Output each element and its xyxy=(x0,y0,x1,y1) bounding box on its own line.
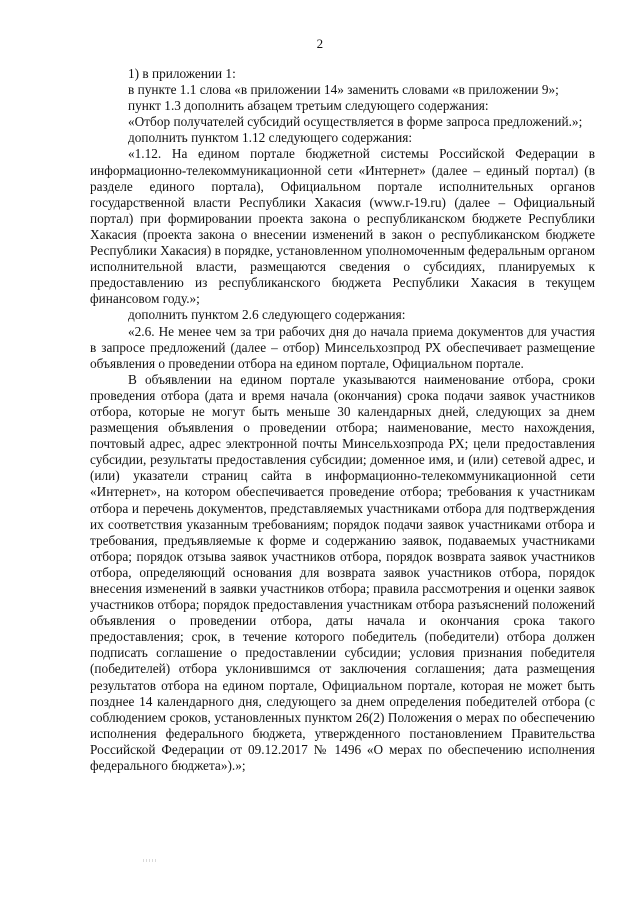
paragraph-appendix-item: 1) в приложении 1: xyxy=(128,66,236,81)
page-number: 2 xyxy=(316,36,324,51)
paragraph-clause-1-12-text: «1.12. На едином портале бюджетной системы Российской Федерации в информационно-телекоммуникационной сети «Интернет» (далее – единый портал) (в разделе единого портала), Официальном портале исполнительных органов государственной власти Республики Хакасия (www.r-19.ru) (далее – Официальный портал) при формировании проекта закона о республиканском бюджете Республики Хакасия (проекта закона о внесении изменений в закон о республиканском бюджете Республики Хакасия) в порядке, установленном уполномоченным федеральным органом исполнительной власти, размещаются сведения о субсидиях, планируемых к предоставлению из республиканского бюджета Республики Хакасия в текущем финансовом году.»; xyxy=(90,146,595,307)
paragraph-clause-1-3-intro: пункт 1.3 дополнить абзацем третьим следующего содержания: xyxy=(128,98,489,114)
paragraph-clause-2-6-intro: дополнить пунктом 2.6 следующего содержания: xyxy=(128,307,406,323)
paragraph-clause-1-1: в пункте 1.1 слова «в приложении 14» заменить словами «в приложении 9»; xyxy=(128,82,559,98)
paragraph-announcement-details: В объявлении на едином портале указываются наименование отбора, сроки проведения отбора (дата и время начала (окончания) срока подачи заявок участников отбора, которые не могут быть меньше 30 календарных дней, следующих за днем размещения объявления о проведении отбора; наименование, место нахождения, почтовый адрес, адрес электронной почты Минсельхозпрода РХ; цели предоставления субсидии, результаты предоставления субсидии; доменное имя, и (или) сетевой адрес, и (или) указатели страниц сайта в информационно-телекоммуникационной сети «Интернет», на котором обеспечивается проведение отбора; требования к участникам отбора и перечень документов, представляемых участниками отбора для подтверждения их соответствия указанным требованиям; порядок подачи заявок участниками отбора и требования, предъявляемые к форме и содержанию заявок, подаваемых участниками отбора; порядок отзыва заявок участников отбора, порядок возврата заявок участников отбора, определяющий основания для возврата заявок участников отбора, порядок внесения изменений в заявки участников отбора; правила рассмотрения и оценки заявок участников отбора; порядок предоставления участникам отбора разъяснений положений объявления о проведении отбора, даты начала и окончания срока такого предоставления; срок, в течение которого победитель (победители) отбора должен подписать соглашение о предоставлении субсидии; условия признания победителя (победителей) отбора уклонившимся от заключения соглашения; дата размещения результатов отбора на едином портале, Официальном портале, которая не может быть позднее 14 календарного дня, следующего за днем определения победителей отбора (с соблюдением сроков, установленных пунктом 26(2) Положения о мерах по обеспечению исполнения федерального бюджета, утвержденного постановлением Правительства Российской Федерации от 09.12.2017 № 1496 «О мерах по обеспечению исполнения федерального бюджета»).»; xyxy=(90,371,595,774)
document-body xyxy=(90,66,595,774)
paragraph-clause-1-12-intro: дополнить пунктом 1.12 следующего содержания: xyxy=(128,130,413,146)
scan-smudge xyxy=(143,859,157,862)
paragraph-clause-2-6-text: «2.6. Не менее чем за три рабочих дня до начала приема документов для участия в запросе предложений (далее – отбор) Минсельхозпрод РХ обеспечивает размещение объявления о проведении отбора на едином портале, Официальном портале. xyxy=(90,323,595,371)
paragraph-clause-1-3-text: «Отбор получателей субсидий осуществляется в форме запроса предложений.»; xyxy=(128,114,583,130)
